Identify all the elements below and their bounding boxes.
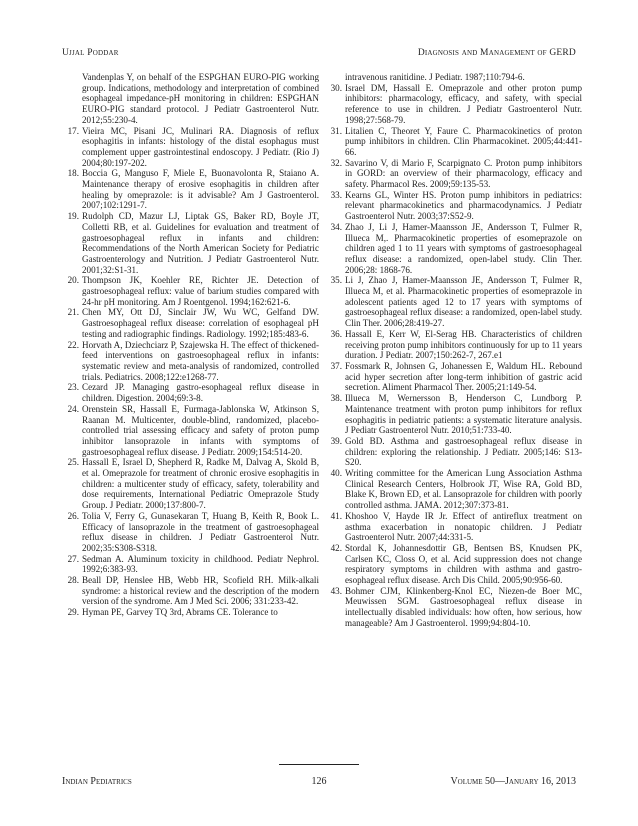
reference-item: [62, 72, 319, 126]
reference-item: [325, 158, 582, 190]
reference-text: Hassall E, Israel D, Shepherd R, Radke M, Dalvag A, Skold B, et al. Omeprazole for treatment of chronic erosive esophagitis in children: a multicenter study of efficacy, safety, tolerability and dose requirements, International Pediatric Omeprazole Study Group. J Pediatr. 2000;137:800-7.: [82, 457, 319, 511]
reference-text: Gold BD. Asthma and gastroesophageal reflux disease in children: exploring the relationship. J Pediatr. 2005;146: S13-S20.: [345, 435, 582, 468]
reference-number: 34.: [330, 221, 342, 232]
reference-item: [325, 222, 582, 276]
reference-item: [62, 511, 319, 554]
reference-number: 27.: [67, 553, 79, 564]
reference-item: [325, 72, 582, 83]
reference-item: [62, 275, 319, 307]
reference-item: [325, 543, 582, 586]
references-left-column: [62, 72, 319, 618]
reference-text: Vieira MC, Pisani JC, Mulinari RA. Diagnosis of reflux esophagitis in infants: histology of the distal esophagus must complement upper gastrointestinal endoscopy. J Pediatr. (Rio J) 2004;80:197-202.: [82, 125, 319, 168]
reference-item: [325, 586, 582, 629]
reference-text: Litalien C, Theoret Y, Faure C. Pharmacokinetics of proton pump inhibitors in children. Clin Pharmacokinet. 2005;44:441-66.: [345, 125, 582, 157]
reference-text: Fossmark R, Johnsen G, Johanessen E, Waldum HL. Rebound acid hyper secretion after long-term inhibition of gastric acid secretion. Aliment Pharmacol Ther. 2005;21:149-54.: [345, 360, 582, 393]
reference-text: Illueca M, Wernersson B, Henderson C, Lundborg P. Maintenance treatment with proton pump inhibitors for reflux esophagitis in pediatric patients: a systematic literature analysis. J Pediatr Gastroenterol Nutr. 2010;51:733-40.: [345, 393, 582, 436]
reference-number: 42.: [330, 542, 342, 553]
reference-item: [325, 83, 582, 126]
reference-number: 29.: [67, 607, 79, 618]
reference-number: 33.: [330, 189, 342, 200]
reference-text: Beall DP, Henslee HB, Webb HR, Scofield RH. Milk-alkali syndrome: a historical review and the description of the modern version of the syndrome. Am J Med Sci. 2006; 331:233-42.: [82, 575, 319, 607]
reference-item: [62, 168, 319, 211]
reference-number: 18.: [67, 168, 79, 179]
reference-text: Hyman PE, Garvey TQ 3rd, Abrams CE. Tolerance to: [82, 607, 278, 618]
reference-text: Orenstein SR, Hassall E, Furmaga-Jablonska W, Atkinson S, Raanan M. Multicenter, double-blind, randomized, placebo-controlled trial assessing efficacy and safety of proton pump inhibitor lansoprazole in infants with symptoms of gastroesophageal reflux disease. J Pediatr. 2009;154:514-20.: [82, 403, 319, 457]
reference-number: 35.: [330, 275, 342, 286]
reference-number: 30.: [330, 82, 342, 93]
reference-item: [325, 329, 582, 361]
reference-item: [62, 457, 319, 511]
reference-text: Israel DM, Hassall E. Omeprazole and other proton pump inhibitors: pharmacology, efficacy, and safety, with special reference to use in children. J Pediatr Gastroenterol Nutr. 1998;27:568-79.: [345, 82, 582, 125]
reference-text: Savarino V, di Mario F, Scarpignato C. Proton pump inhibitors in GORD: an overview of their pharmacology, efficacy and safety. Pharmacol Res. 2009;59:135-53.: [345, 157, 582, 190]
reference-item: [325, 126, 582, 158]
reference-number: 40.: [330, 468, 342, 479]
volume-date: Volume 50—January 16, 2013: [450, 776, 576, 787]
reference-number: 22.: [67, 339, 79, 350]
reference-text: Chen MY, Ott DJ, Sinclair JW, Wu WC, Gelfand DW. Gastroesophageal reflux disease: correlation of esophageal pH testing and radiographic findings. Radiology. 1992;185:483-6.: [82, 307, 319, 339]
reference-text: Stordal K, Johannesdottir GB, Bentsen BS, Knudsen PK, Carlsen KC, Closs O, et al. Acid suppression does not change respiratory symptoms in children with asthma and gastro-esophageal reflux disease. Arch Dis Child. 2005;90:956-60.: [345, 542, 582, 586]
reference-number: 24.: [67, 403, 79, 414]
page-number: 126: [311, 776, 327, 787]
reference-item: [62, 404, 319, 458]
reference-number: 20.: [67, 275, 79, 286]
reference-number: 37.: [330, 360, 342, 371]
reference-number: 39.: [330, 435, 342, 446]
reference-number: 26.: [67, 510, 79, 521]
reference-text: Hassall E, Kerr W, El-Serag HB. Characteristics of children receiving proton pump inhibitors continuously for up to 11 years duration. J Pediatr. 2007;150:262-7, 267.e1: [345, 328, 582, 361]
reference-text: Writing committee for the American Lung Association Asthma Clinical Research Centers, Holbrook JT, Wise RA, Gold BD, Blake K, Brown ED, et al. Lansoprazole for children with poorly controlled asthma. JAMA. 2012;307:373-81.: [345, 468, 582, 511]
reference-item: [325, 275, 582, 329]
reference-text: Cezard JP. Managing gastro-esophageal reflux disease in children. Digestion. 2004;69:3-8.: [82, 382, 319, 404]
reference-item: [62, 607, 319, 618]
reference-text: Thompson JK, Koehler RE, Richter JE. Detection of gastroesophageal reflux: value of barium studies compared with 24-hr pH monitoring. Am J Roentgenol. 1994;162:621-6.: [82, 275, 319, 307]
running-head: [62, 48, 576, 58]
reference-number: 32.: [330, 157, 342, 168]
references-right-column: [325, 72, 582, 629]
reference-text: intravenous ranitidine. J Pediatr. 1987;110:794-6.: [345, 72, 525, 82]
reference-item: [325, 436, 582, 468]
reference-text: Horvath A, Dziechciarz P, Szajewska H. The effect of thickened-feed interventions on gastroesophageal reflux in infants: systematic review and meta-analysis of randomized, controlled trials. Pediatrics. 2008;122:e1268-77.: [82, 339, 319, 382]
reference-text: Bohmer CJM, Klinkenberg-Knol EC, Niezen-de Boer MC, Meuwissen SGM. Gastroesophageal reflux disease in intellectually disabled individuals: how often, how serious, how manageable? Am J Gastroenterol. 1999;94:804-10.: [345, 585, 582, 628]
reference-item: [325, 393, 582, 436]
reference-number: 23.: [67, 382, 79, 393]
reference-number: 19.: [67, 211, 79, 222]
running-foot: [62, 776, 576, 787]
reference-text: Sedman A. Aluminum toxicity in childhood. Pediatr Nephrol. 1992;6:383-93.: [82, 553, 319, 575]
reference-number: 36.: [330, 328, 342, 339]
reference-text: Kearns GL, Winter HS. Proton pump inhibitors in pediatrics: relevant pharmacokinetics and pharmacodynamics. J Pediatr Gastroenterol Nutr. 2003;37:S52-9.: [345, 189, 582, 222]
reference-text: Rudolph CD, Mazur LJ, Liptak GS, Baker RD, Boyle JT, Colletti RB, et al. Guidelines for evaluation and treatment of gastroesophageal reflux in infants and children: Recommendations of the North American Society for Pediatric Gastroenterology and Nutrition. J Pediatr Gastroenterol Nutr. 2001;32:S1-31.: [82, 211, 319, 275]
reference-item: [325, 190, 582, 222]
reference-item: [62, 126, 319, 169]
reference-item: [62, 575, 319, 607]
reference-text: Boccia G, Manguso F, Miele E, Buonavolonta R, Staiano A. Maintenance therapy of erosive esophagitis in children after healing by omeprazole: is it advisable? Am J Gastroenterol. 2007;102:1291-7.: [82, 168, 319, 211]
reference-text: Vandenplas Y, on behalf of the ESPGHAN EURO-PIG working group. Indications, methodology and interpretation of combined esophageal impedance-pH monitoring in children: ESPGHAN EURO-PIG standard protocol. J Pediatr Gastroenterol Nutr. 2012;55:230-4.: [82, 72, 319, 125]
reference-number: 21.: [67, 307, 79, 318]
reference-number: 28.: [67, 575, 79, 586]
reference-text: Li J, Zhao J, Hamer-Maansson JE, Andersson T, Fulmer R, Illueca M, et al. Pharmacokinetic properties of esomeprazole in adolescent patients aged 12 to 17 years with symptoms of gastroesophageal reflux disease: a randomized, open-label study. Clin Ther. 2006;28:419-27.: [345, 275, 582, 329]
reference-number: 38.: [330, 393, 342, 404]
footer-rule: [279, 764, 359, 765]
reference-item: [62, 554, 319, 575]
reference-item: [325, 511, 582, 543]
reference-number: 31.: [330, 125, 342, 136]
title-running-head: Diagnosis and Management of GERD: [417, 48, 576, 58]
reference-text: Khoshoo V, Hayde IR Jr. Effect of antireflux treatment on asthma exacerbation in nonatopic children. J Pediatr Gastroenterol Nutr. 2007;44:331-5.: [345, 510, 582, 543]
reference-item: [62, 211, 319, 275]
reference-text: Zhao J, Li J, Hamer-Maansson JE, Andersson T, Fulmer R, Illueca M,. Pharmacokinetic properties of esomeprazole on children aged 1 to 11 years with symptoms of gastroesophageal reflux disease: a randomized, open-label study. Clin Ther. 2006;28: 1868-76.: [345, 221, 582, 275]
author-running-head: Ujjal Poddar: [62, 48, 119, 58]
reference-number: 25.: [67, 457, 79, 468]
reference-item: [62, 340, 319, 383]
reference-number: 17.: [67, 125, 79, 136]
reference-item: [62, 382, 319, 403]
reference-number: 41.: [330, 510, 342, 521]
reference-item: [62, 307, 319, 339]
reference-item: [325, 468, 582, 511]
reference-text: Tolia V, Ferry G, Gunasekaran T, Huang B, Keith R, Book L. Efficacy of lansoprazole in the treatment of gastroesophageal reflux disease in children. J Pediatr Gastroenterol Nutr. 2002;35:S308-S318.: [82, 510, 319, 553]
reference-item: [325, 361, 582, 393]
journal-name: Indian Pediatrics: [62, 776, 132, 787]
reference-number: 43.: [330, 585, 342, 596]
